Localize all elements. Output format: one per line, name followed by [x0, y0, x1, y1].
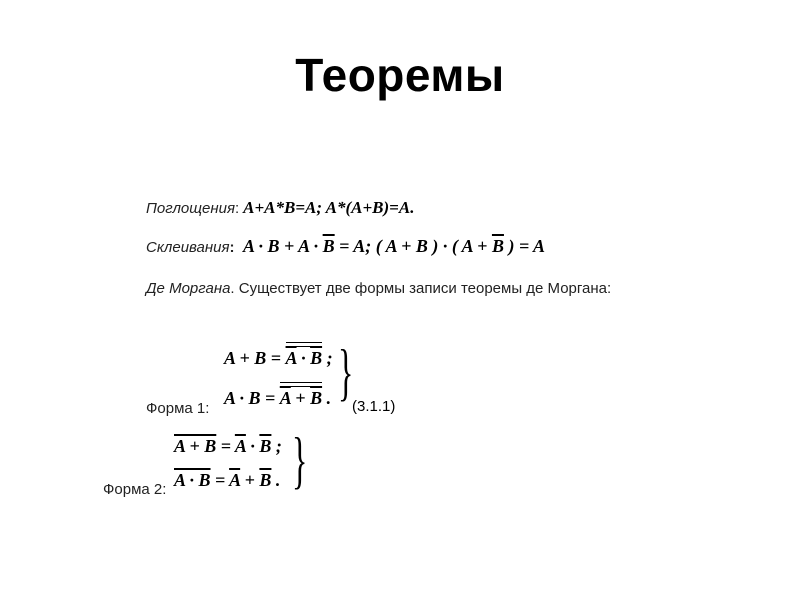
form2-eq1: $A + B = \overline{A} \cdot \overline{B}$ ; — [174, 436, 282, 456]
absorption-label: Поглощения — [146, 200, 235, 217]
form1-eq1: $A + B = \overline{A} \cdot \overline{B}$ ; — [224, 348, 333, 368]
gluing-sep: : — [229, 239, 235, 256]
form2-label: Форма 2: — [103, 481, 167, 498]
absorption-sep: : — [234, 200, 240, 217]
form1-brace: } — [338, 336, 354, 407]
page-title: Теоремы — [295, 49, 505, 101]
form1-label-row — [146, 400, 209, 418]
form2-label-row — [103, 481, 166, 499]
form1-label: Форма 1: — [146, 400, 210, 417]
form2-eq2: $A \cdot B = \overline{A} + \overline{B}$ . — [174, 470, 281, 490]
demorgan-text: . Существует две формы записи теоремы де Моргана: — [230, 280, 612, 297]
form1-number: (3.1.1) — [352, 398, 396, 415]
gluing-row — [146, 236, 545, 257]
absorption-formula: A+A*B=A; A*(A+B)=A. — [243, 198, 415, 217]
gluing-formula: $A \cdot B + A \cdot \overline{B} = A$; ( A + B ) · ( $A + \overline{B}$ ) = A — [238, 236, 546, 256]
form2-brace: } — [292, 424, 308, 495]
demorgan-row — [146, 280, 611, 298]
form1-number-row — [352, 398, 395, 416]
demorgan-label: Де Моргана — [146, 280, 231, 297]
form1-eq2: $A \cdot B = \overline{A} + \overline{B}$ . — [224, 388, 332, 408]
absorption-row — [146, 198, 414, 218]
gluing-label: Склеивания — [146, 239, 230, 256]
